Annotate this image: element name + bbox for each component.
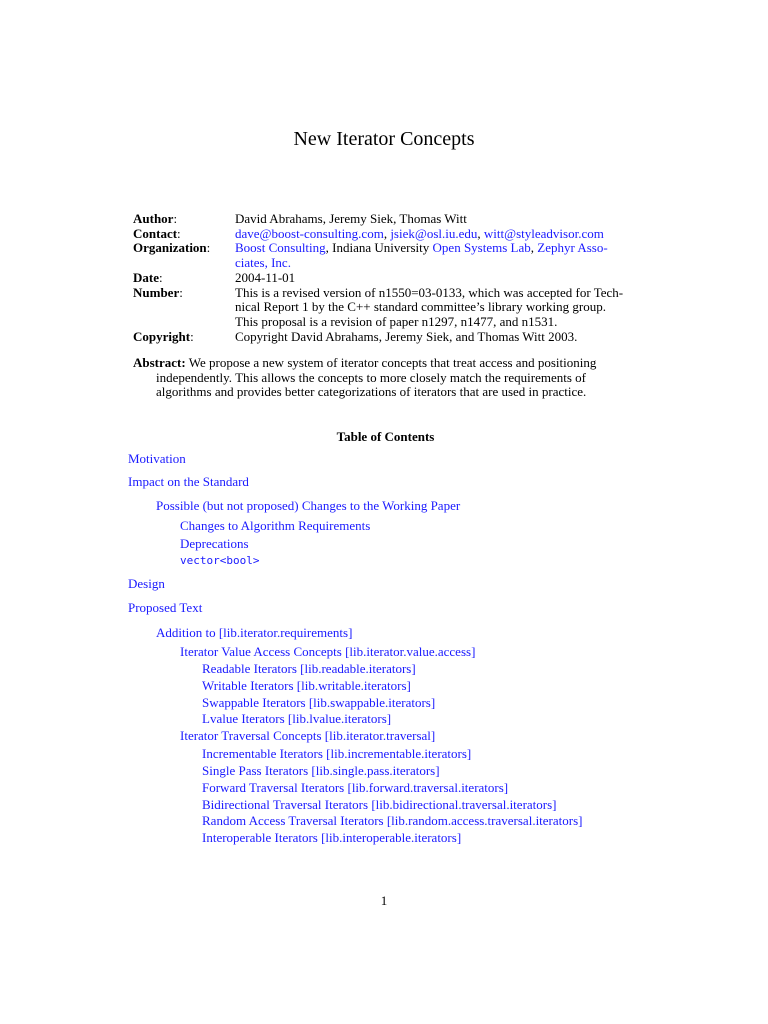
organization-link[interactable]: Open Systems Lab bbox=[432, 240, 531, 256]
meta-copyright-row: Copyright: Copyright David Abrahams, Jeremy Siek, and Thomas Witt 2003. bbox=[133, 330, 643, 345]
page-number: 1 bbox=[380, 893, 388, 908]
toc-link-value-access[interactable]: Iterator Value Access Concepts [lib.iterator.value.access] bbox=[180, 644, 476, 659]
toc-link-motivation[interactable]: Motivation bbox=[128, 451, 186, 466]
meta-author-key: Author bbox=[133, 211, 174, 226]
meta-number-line: This is a revised version of n1550=03-0133, which was accepted for Tech- bbox=[235, 284, 624, 300]
meta-date-key: Date bbox=[133, 269, 159, 285]
meta-copyright-value: Copyright David Abrahams, Jeremy Siek, and Thomas Witt 2003. bbox=[235, 328, 578, 344]
abstract bbox=[133, 356, 640, 400]
meta-contact-row: Contact: dave@boost-consulting.com, jsiek@osl.iu.edu, witt@styleadvisor.com bbox=[133, 225, 604, 241]
toc-link-addition[interactable]: Addition to [lib.iterator.requirements] bbox=[156, 625, 353, 640]
toc-link-design[interactable]: Design bbox=[128, 576, 165, 591]
contact-email-link[interactable]: dave@boost-consulting.com bbox=[235, 225, 384, 241]
toc-link-forward[interactable]: Forward Traversal Iterators [lib.forward.traversal.iterators] bbox=[202, 780, 509, 795]
meta-author-row: Author: David Abrahams, Jeremy Siek, Thomas Witt bbox=[133, 212, 643, 227]
metadata-block bbox=[133, 212, 643, 344]
toc-link-random-access[interactable]: Random Access Traversal Iterators [lib.random.access.traversal.iterators] bbox=[202, 813, 583, 828]
toc-link-writable[interactable]: Writable Iterators [lib.writable.iterators] bbox=[202, 678, 411, 693]
contact-email-link[interactable]: witt@styleadvisor.com bbox=[483, 225, 604, 241]
toc-link-vector-bool[interactable]: vector<bool> bbox=[180, 554, 260, 567]
abstract-line: We propose a new system of iterator concepts that treat access and positioning bbox=[188, 355, 597, 370]
organization-link[interactable]: Zephyr Asso- bbox=[537, 240, 608, 256]
toc-link-deprecations[interactable]: Deprecations bbox=[180, 536, 249, 551]
organization-text: , Indiana University bbox=[325, 240, 433, 256]
toc-link-interoperable[interactable]: Interoperable Iterators [lib.interoperable.iterators] bbox=[202, 830, 462, 845]
contact-email-link[interactable]: jsiek@osl.iu.edu bbox=[390, 225, 478, 241]
toc-link-incrementable[interactable]: Incrementable Iterators [lib.incrementable.iterators] bbox=[202, 746, 472, 761]
abstract-line: algorithms and provides better categorizations of iterators that are used in practice. bbox=[156, 384, 587, 399]
toc-link-algorithm-requirements[interactable]: Changes to Algorithm Requirements bbox=[180, 518, 371, 533]
meta-number-row: Number: This is a revised version of n1550=03-0133, which was accepted for Tech- nical Report 1 by the C++ standard committee’s library working group. This proposal is a revision of paper n1297, n1477, and n1531. bbox=[133, 286, 643, 330]
document-title: New Iterator Concepts bbox=[293, 128, 475, 150]
organization-link[interactable]: Boost Consulting bbox=[235, 240, 326, 256]
toc-link-single-pass[interactable]: Single Pass Iterators [lib.single.pass.iterators] bbox=[202, 763, 440, 778]
meta-number-line: This proposal is a revision of paper n1297, n1477, and n1531. bbox=[235, 313, 558, 329]
meta-organization-row: Organization: Boost Consulting, Indiana University Open Systems Lab, Zephyr Asso- ciates, Inc. bbox=[133, 240, 608, 271]
organization-separator: , bbox=[530, 240, 538, 256]
toc-heading: Table of Contents bbox=[336, 429, 435, 444]
toc-link-proposed-text[interactable]: Proposed Text bbox=[128, 600, 203, 615]
toc-link-lvalue[interactable]: Lvalue Iterators [lib.lvalue.iterators] bbox=[202, 711, 392, 726]
toc-link-readable[interactable]: Readable Iterators [lib.readable.iterators] bbox=[202, 661, 416, 676]
meta-date-row: Date: 2004-11-01 bbox=[133, 271, 643, 286]
meta-copyright-key: Copyright bbox=[133, 328, 191, 344]
toc-link-impact[interactable]: Impact on the Standard bbox=[128, 474, 249, 489]
organization-link[interactable]: ciates, Inc. bbox=[235, 255, 291, 271]
meta-number-line: nical Report 1 by the C++ standard committee’s library working group. bbox=[235, 299, 607, 315]
meta-organization-key: Organization bbox=[133, 240, 207, 256]
meta-number-key: Number bbox=[133, 284, 180, 300]
toc-link-swappable[interactable]: Swappable Iterators [lib.swappable.iterators] bbox=[202, 695, 436, 710]
meta-author-value: David Abrahams, Jeremy Siek, Thomas Witt bbox=[235, 211, 467, 226]
meta-date-value: 2004-11-01 bbox=[235, 269, 296, 285]
meta-contact-key: Contact bbox=[133, 225, 178, 241]
abstract-label: Abstract: bbox=[133, 355, 186, 370]
abstract-line: independently. This allows the concepts to more closely match the requirements of bbox=[156, 369, 586, 385]
toc-link-possible-changes[interactable]: Possible (but not proposed) Changes to the Working Paper bbox=[156, 498, 461, 513]
toc-link-traversal[interactable]: Iterator Traversal Concepts [lib.iterator.traversal] bbox=[180, 728, 436, 743]
toc-link-bidirectional[interactable]: Bidirectional Traversal Iterators [lib.bidirectional.traversal.iterators] bbox=[202, 797, 557, 812]
